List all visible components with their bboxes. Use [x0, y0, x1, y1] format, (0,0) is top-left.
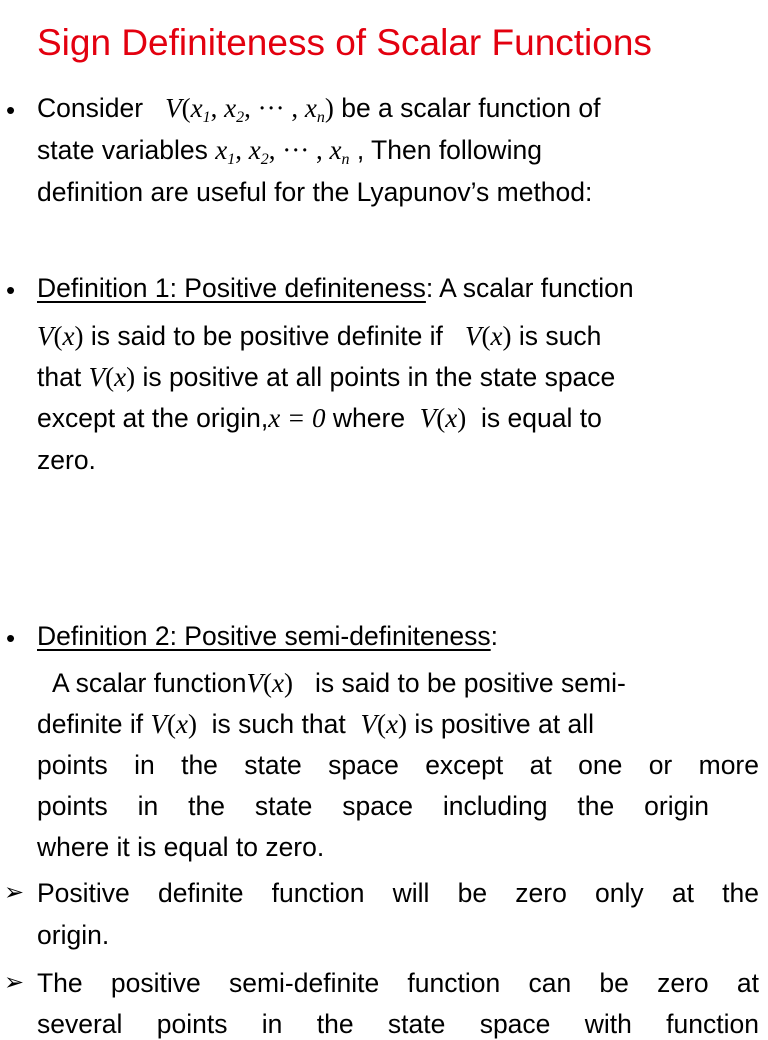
- def1-line-3: that V(x) is positive at all points in the state space: [37, 362, 616, 392]
- def2-line-5: points in the state space including the origin: [37, 791, 709, 821]
- def2-line-6: where it is equal to zero.: [37, 832, 325, 862]
- intro-line-2: state variables $x_1$, $x_2$, ··· , $x_n$ , Then following: [37, 135, 542, 168]
- def1-line-4: except at the origin,x = 0 where V(x) is equal to: [37, 403, 602, 433]
- page-title: Sign Definiteness of Scalar Functions: [37, 22, 652, 63]
- def1-line-5: zero.: [37, 445, 96, 475]
- def2-line-4: points in the state space except at one or more: [37, 750, 759, 780]
- note-1-line-1: Positive definite function will be zero only at the: [37, 878, 759, 908]
- arrow-bullet-icon: ➢: [4, 879, 25, 906]
- def1-line-1: Definition 1: Positive definiteness: A scalar function: [37, 273, 634, 303]
- bullet-dot-icon: •: [6, 275, 16, 305]
- def2-line-3: definite if V(x) is such that V(x) is positive at all: [37, 709, 595, 739]
- def2-line-2: A scalar functionV(x) is said to be positive semi-: [52, 668, 626, 698]
- def1-line-2: V(x) is said to be positive definite if V(x) is such: [37, 321, 602, 351]
- note-2-line-2: several points in the state space with function: [37, 1009, 759, 1039]
- intro-line-3: definition are useful for the Lyapunov’s method:: [37, 177, 593, 207]
- math-V-args: $V(x_1$, $x_2$, ··· , $x_n$): [165, 93, 334, 126]
- math-origin: x = 0: [268, 403, 326, 433]
- def2-heading: Definition 2: Positive semi-definiteness: [37, 621, 491, 651]
- intro-line-1: Consider $V(x_1$, $x_2$, ··· , $x_n$) be a scalar function of: [37, 93, 601, 126]
- math-args: $x_1$, $x_2$, ··· , $x_n$: [215, 135, 350, 168]
- bullet-dot-icon: •: [6, 95, 16, 125]
- def1-heading: Definition 1: Positive definiteness: [37, 273, 426, 303]
- bullet-dot-icon: •: [6, 623, 16, 653]
- note-1-line-2: origin.: [37, 920, 110, 950]
- def2-line-1: Definition 2: Positive semi-definiteness:: [37, 621, 499, 651]
- arrow-bullet-icon: ➢: [4, 969, 25, 996]
- note-2-line-1: The positive semi-definite function can be zero at: [37, 968, 759, 998]
